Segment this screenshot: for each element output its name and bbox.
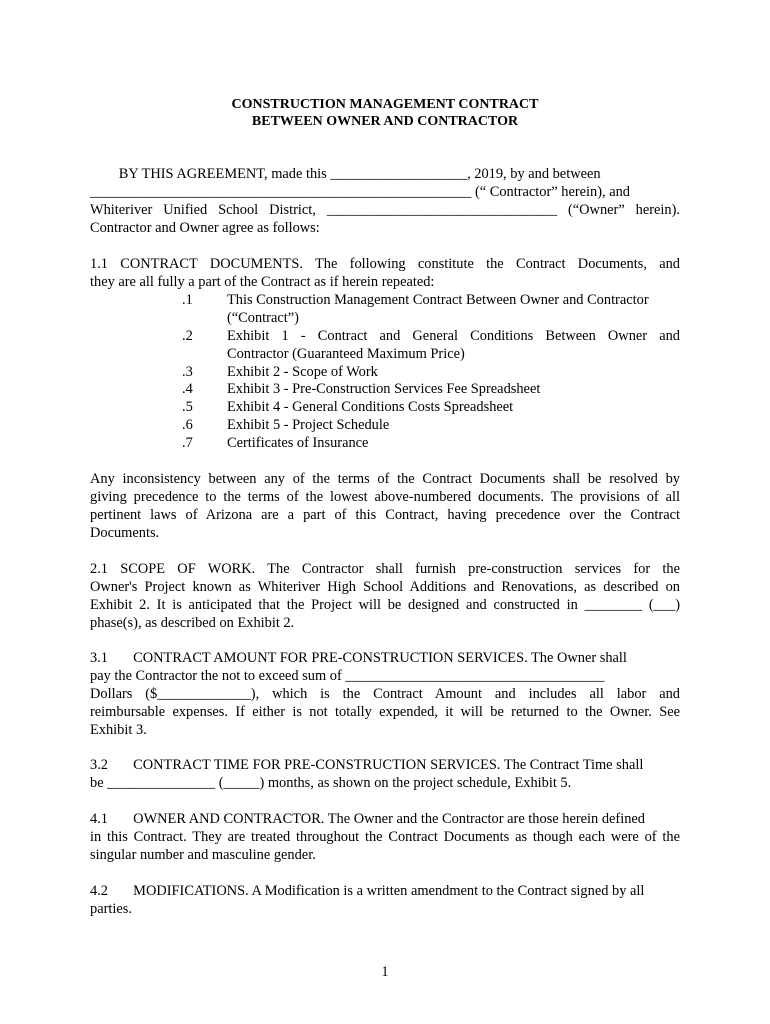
intro-line-2: _____________________________________________________ (“ Contractor” herein), and [90, 184, 630, 200]
section-4-1-line-1: 4.1 OWNER AND CONTRACTOR. The Owner and the Contractor are those herein defined [90, 811, 645, 827]
section-4-2-line-2: parties. [90, 901, 132, 917]
list-item-number: .6 [182, 417, 193, 433]
list-item-text: (“Contract”) [227, 310, 299, 326]
inconsistency-line-3: pertinent laws of Arizona are a part of this Contract, having precedence over the Contract [90, 507, 680, 523]
section-2-1-line-1: 2.1 SCOPE OF WORK. The Contractor shall furnish pre-construction services for the [90, 561, 680, 577]
list-item-text: Exhibit 1 - Contract and General Conditions Between Owner and [227, 328, 680, 344]
list-item-text: This Construction Management Contract Between Owner and Contractor [227, 292, 649, 308]
section-2-1-line-3: Exhibit 2. It is anticipated that the Project will be designed and constructed in ________ (___) [90, 597, 680, 613]
list-item-text: Exhibit 2 - Scope of Work [227, 364, 378, 380]
intro-line-1: BY THIS AGREEMENT, made this ___________________, 2019, by and between [90, 166, 601, 182]
section-4-1-line-3: singular number and masculine gender. [90, 847, 316, 863]
intro-line-4: Contractor and Owner agree as follows: [90, 220, 320, 236]
section-2-1-line-2: Owner's Project known as Whiteriver High School Additions and Renovations, as described on [90, 579, 680, 595]
list-item-text: Contractor (Guaranteed Maximum Price) [227, 346, 465, 362]
list-item-number: .2 [182, 328, 193, 344]
document-title-line-2: BETWEEN OWNER AND CONTRACTOR [251, 114, 519, 129]
section-3-1-line-4: reimbursable expenses. If either is not totally expended, it will be returned to the Owner. See [90, 704, 680, 720]
list-item-text: Certificates of Insurance [227, 435, 369, 451]
list-item-text: Exhibit 5 - Project Schedule [227, 417, 390, 433]
section-1-1-line-2: they are all fully a part of the Contract as if herein repeated: [90, 274, 435, 290]
list-item-number: .5 [182, 399, 193, 415]
section-4-1-line-2: in this Contract. They are treated throughout the Contract Documents as though each were of the [90, 829, 680, 845]
section-3-2-line-1: 3.2 CONTRACT TIME FOR PRE-CONSTRUCTION SERVICES. The Contract Time shall [90, 757, 644, 773]
section-4-2-line-1: 4.2 MODIFICATIONS. A Modification is a written amendment to the Contract signed by all [90, 883, 645, 899]
list-item-text: Exhibit 3 - Pre-Construction Services Fee Spreadsheet [227, 381, 541, 397]
list-item-text: Exhibit 4 - General Conditions Costs Spreadsheet [227, 399, 514, 415]
section-3-1-line-3: Dollars ($_____________), which is the Contract Amount and includes all labor and [90, 686, 680, 702]
list-item-number: .4 [182, 381, 193, 397]
document-title-line-1: CONSTRUCTION MANAGEMENT CONTRACT [231, 97, 539, 112]
intro-line-3: Whiteriver Unified School District, ________________________________ (“Owner” herein). [90, 202, 680, 218]
inconsistency-line-1: Any inconsistency between any of the terms of the Contract Documents shall be resolved by [90, 471, 680, 487]
list-item-number: .7 [182, 435, 193, 451]
section-3-2-line-2: be _______________ (_____) months, as shown on the project schedule, Exhibit 5. [90, 775, 572, 791]
inconsistency-line-4: Documents. [90, 525, 160, 541]
list-item-number: .1 [182, 292, 193, 308]
section-3-1-line-5: Exhibit 3. [90, 722, 147, 738]
section-2-1-line-4: phase(s), as described on Exhibit 2. [90, 615, 295, 631]
section-3-1-line-1: 3.1 CONTRACT AMOUNT FOR PRE-CONSTRUCTION SERVICES. The Owner shall [90, 650, 627, 666]
section-3-1-line-2: pay the Contractor the not to exceed sum of ____________________________________ [90, 668, 605, 684]
section-1-1-line-1: 1.1 CONTRACT DOCUMENTS. The following constitute the Contract Documents, and [90, 256, 680, 272]
inconsistency-line-2: giving precedence to the terms of the lowest above-numbered documents. The provisions of all [90, 489, 680, 505]
page-number: 1 [381, 964, 389, 980]
list-item-number: .3 [182, 364, 193, 380]
